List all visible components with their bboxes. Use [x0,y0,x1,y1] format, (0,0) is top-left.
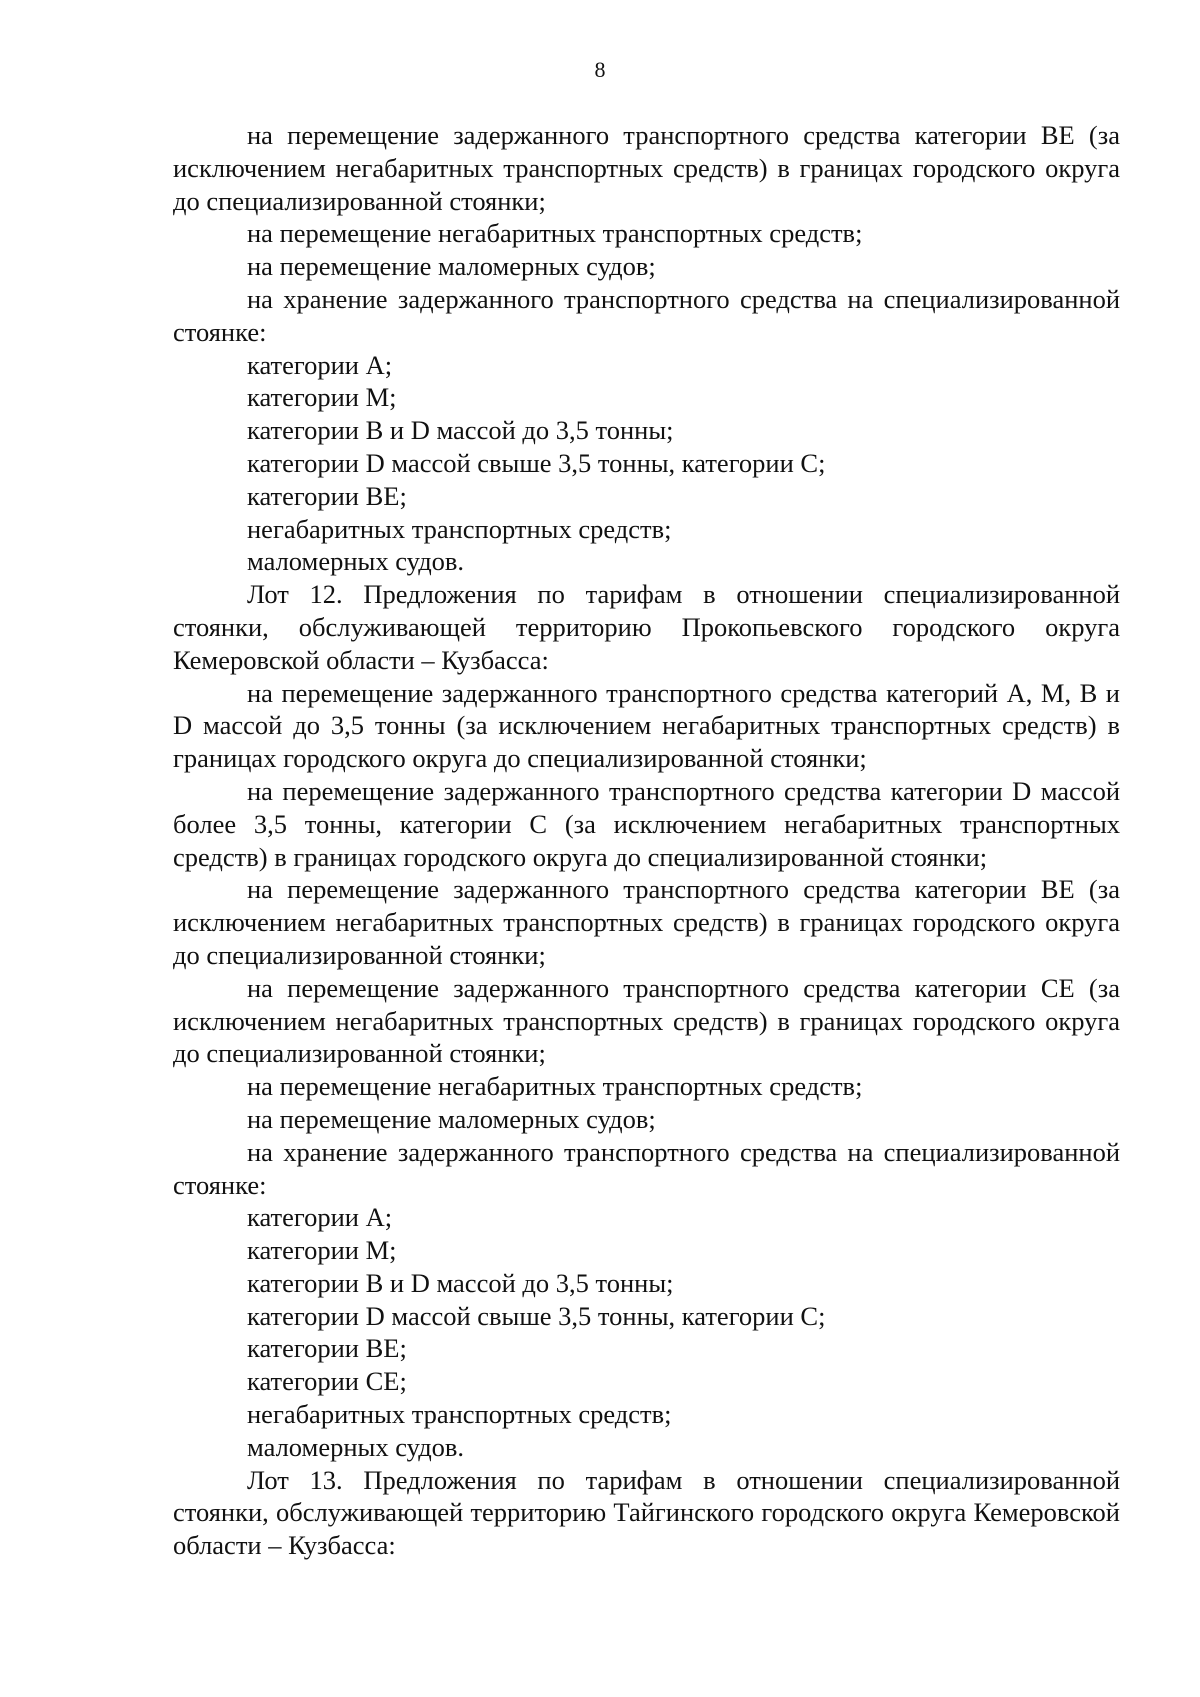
list-item-category-m: категории М; [247,1235,397,1266]
list-item-category-d-heavy-c: категории D массой свыше 3,5 тонны, категории С; [247,447,826,478]
paragraph-move-oversized: на перемещение негабаритных транспортных средств; [247,218,863,249]
paragraph-move-categories-a-m-b-d: на перемещение задержанного транспортного средства категорий А, М, В и D массой до 3,5 тонны (за исключением негабаритных транспортных средств) в границах городского округа до специализированной стоянки; [173,677,1120,774]
list-item-category-b-d-light: категории В и D массой до 3,5 тонны; [247,415,674,446]
list-item-category-a: категории А; [247,1202,393,1233]
list-item-small-vessels: маломерных судов. [247,1431,465,1462]
list-item-category-be: категории ВЕ; [247,1333,407,1364]
list-item-oversized: негабаритных транспортных средств; [247,513,672,544]
list-item-category-ce: категории СЕ; [247,1366,407,1397]
list-item-category-b-d-light: категории В и D массой до 3,5 тонны; [247,1267,674,1298]
list-item-category-be: категории ВЕ; [247,480,407,511]
paragraph-move-category-d-heavy-c: на перемещение задержанного транспортного средства категории D массой более 3,5 тонны, категории С (за исключением негабаритных транспортных средств) в границах городского округа до специализированной стоянки; [173,775,1120,872]
page-number: 8 [594,57,606,82]
list-item-small-vessels: маломерных судов. [247,546,465,577]
paragraph-move-small-vessels: на перемещение маломерных судов; [247,1103,656,1134]
paragraph-lot-12: Лот 12. Предложения по тарифам в отношении специализированной стоянки, обслуживающей территорию Прокопьевского городского округа Кемеровской области – Кузбасса: [173,579,1120,675]
paragraph-move-small-vessels: на перемещение маломерных судов; [247,251,656,282]
paragraph-storage-heading: на хранение задержанного транспортного средства на специализированной стоянке: [173,1136,1120,1200]
paragraph-lot-13: Лот 13. Предложения по тарифам в отношении специализированной стоянки, обслуживающей территорию Тайгинского городского округа Кемеровской области – Кузбасса: [173,1464,1120,1561]
paragraph-move-category-ce: на перемещение задержанного транспортного средства категории СЕ (за исключением негабаритных транспортных средств) в границах городского округа до специализированной стоянки; [173,972,1120,1069]
list-item-category-d-heavy-c: категории D массой свыше 3,5 тонны, категории С; [247,1300,826,1331]
list-item-category-a: категории А; [247,349,393,380]
list-item-oversized: негабаритных транспортных средств; [247,1399,672,1430]
paragraph-move-oversized: на перемещение негабаритных транспортных средств; [247,1071,863,1102]
list-item-category-m: категории М; [247,382,397,413]
paragraph-move-category-be: на перемещение задержанного транспортного средства категории ВЕ (за исключением негабаритных транспортных средств) в границах городского округа до специализированной стоянки; [173,120,1120,216]
paragraph-storage-heading: на хранение задержанного транспортного средства на специализированной стоянке: [173,283,1120,347]
document-body [173,119,1120,1562]
paragraph-move-category-be: на перемещение задержанного транспортного средства категории ВЕ (за исключением негабаритных транспортных средств) в границах городского округа до специализированной стоянки; [173,874,1120,970]
